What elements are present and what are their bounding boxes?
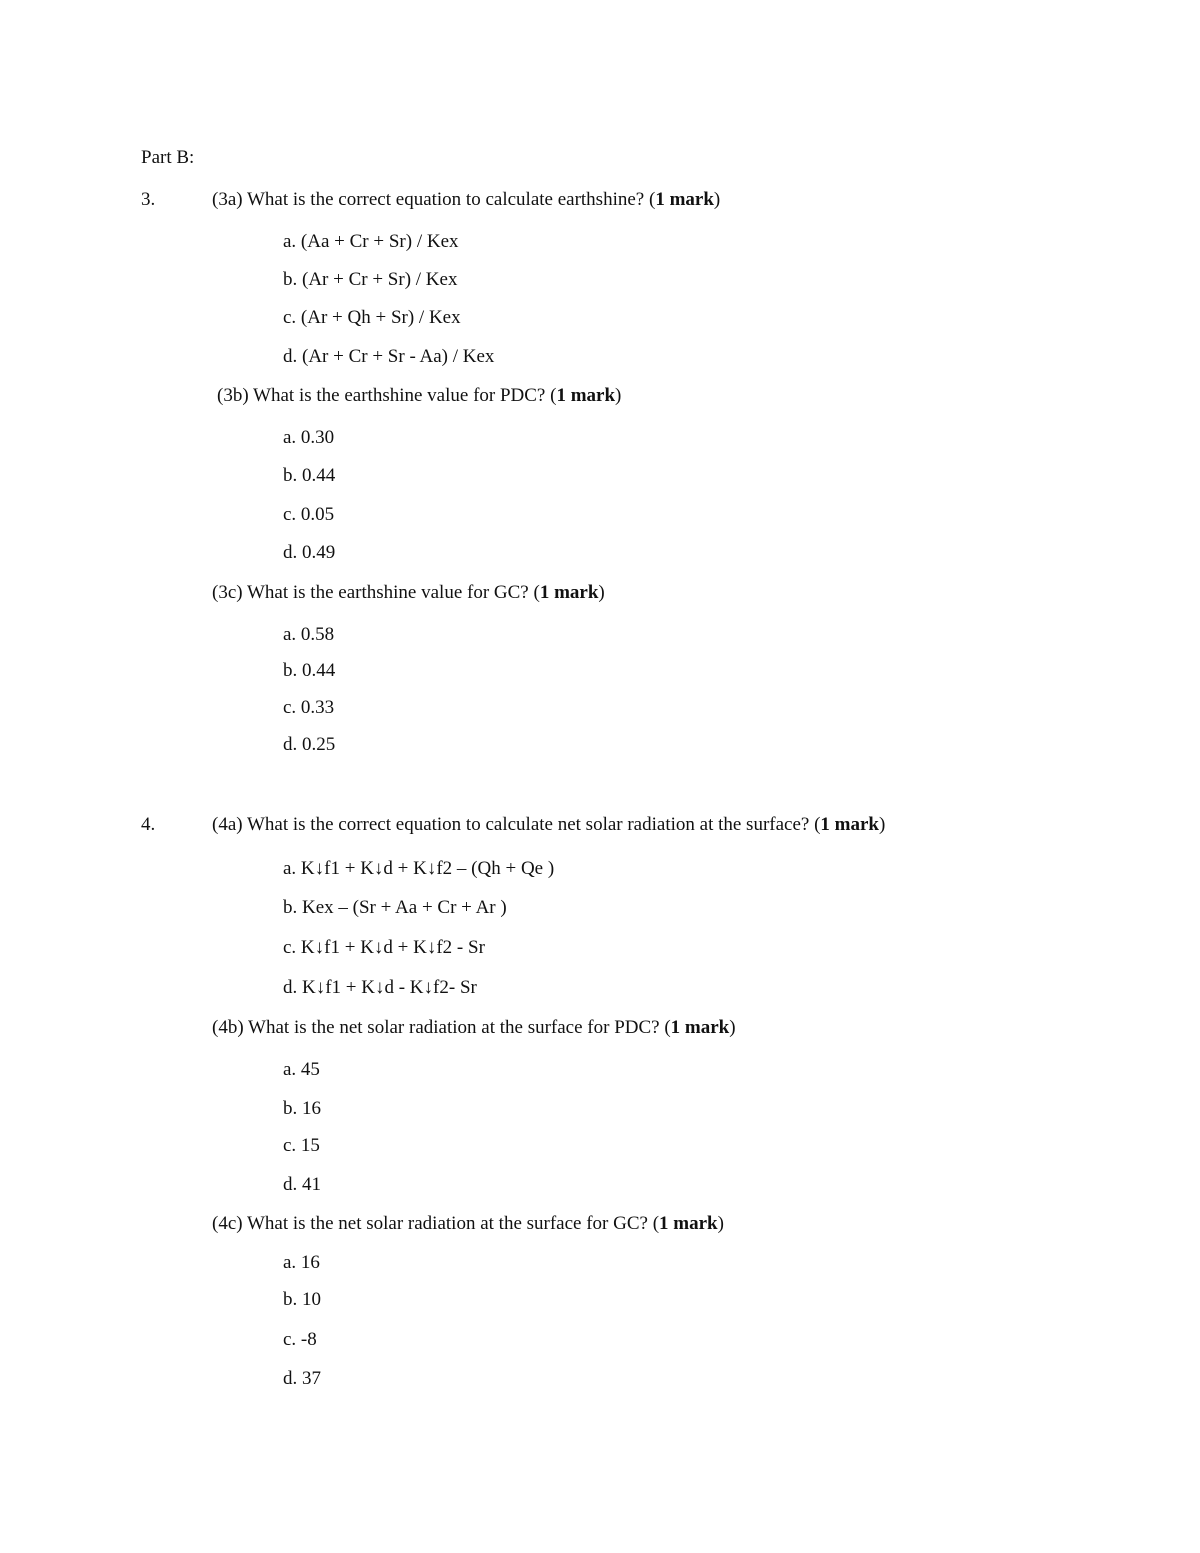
option-4c-c: c. -8 (283, 1329, 317, 1350)
question-3b-mark: 1 mark (556, 385, 616, 406)
option-3a-a: a. (Aa + Cr + Sr) / Kex (283, 231, 459, 252)
option-4a-b: b. Kex – (Sr + Aa + Cr + Ar ) (283, 897, 507, 918)
option-3c-b: b. 0.44 (283, 660, 336, 681)
option-3a-c: c. (Ar + Qh + Sr) / Kex (283, 307, 461, 328)
option-4b-d: d. 41 (283, 1174, 321, 1195)
question-3a-prompt: (3a) What is the correct equation to calculate earthshine? (1 mark) (212, 189, 721, 210)
question-4b-prompt: (4b) What is the net solar radiation at the surface for PDC? (1 mark) (212, 1017, 736, 1038)
question-3b-prompt: (3b) What is the earthshine value for PDC? (1 mark) (217, 385, 622, 406)
question-3c-mark: 1 mark (539, 582, 599, 603)
question-4c-prompt: (4c) What is the net solar radiation at the surface for GC? (1 mark) (212, 1213, 724, 1234)
option-3b-c: c. 0.05 (283, 504, 335, 525)
option-4c-b: b. 10 (283, 1289, 321, 1310)
option-4c-d: d. 37 (283, 1368, 321, 1389)
option-3c-d: d. 0.25 (283, 734, 336, 755)
option-3b-d: d. 0.49 (283, 542, 336, 563)
question-3a-mark: 1 mark (655, 189, 714, 210)
option-3a-d: d. (Ar + Cr + Sr - Aa) / Kex (283, 346, 495, 367)
option-3a-b: b. (Ar + Cr + Sr) / Kex (283, 269, 458, 290)
option-3b-a: a. 0.30 (283, 427, 335, 448)
option-4b-b: b. 16 (283, 1098, 321, 1119)
section-title: Part B: (141, 147, 195, 168)
question-4b-mark: 1 mark (670, 1017, 730, 1038)
question-4a-prompt: (4a) What is the correct equation to calculate net solar radiation at the surface? (1 mark) (212, 814, 886, 835)
option-3c-c: c. 0.33 (283, 697, 335, 718)
question-4c-mark: 1 mark (659, 1213, 718, 1234)
option-4b-a: a. 45 (283, 1059, 320, 1080)
option-4a-d: d. K↓f1 + K↓d - K↓f2- Sr (283, 977, 477, 998)
question-number-3: 3. (141, 189, 156, 210)
question-3c-prompt: (3c) What is the earthshine value for GC? (1 mark) (212, 582, 605, 603)
question-number-4: 4. (141, 814, 156, 835)
question-4a-mark: 1 mark (820, 814, 879, 835)
option-4b-c: c. 15 (283, 1135, 320, 1156)
option-4a-c: c. K↓f1 + K↓d + K↓f2 - Sr (283, 937, 485, 958)
option-3b-b: b. 0.44 (283, 465, 336, 486)
option-3c-a: a. 0.58 (283, 624, 335, 645)
option-4a-a: a. K↓f1 + K↓d + K↓f2 – (Qh + Qe ) (283, 858, 555, 879)
option-4c-a: a. 16 (283, 1252, 320, 1273)
